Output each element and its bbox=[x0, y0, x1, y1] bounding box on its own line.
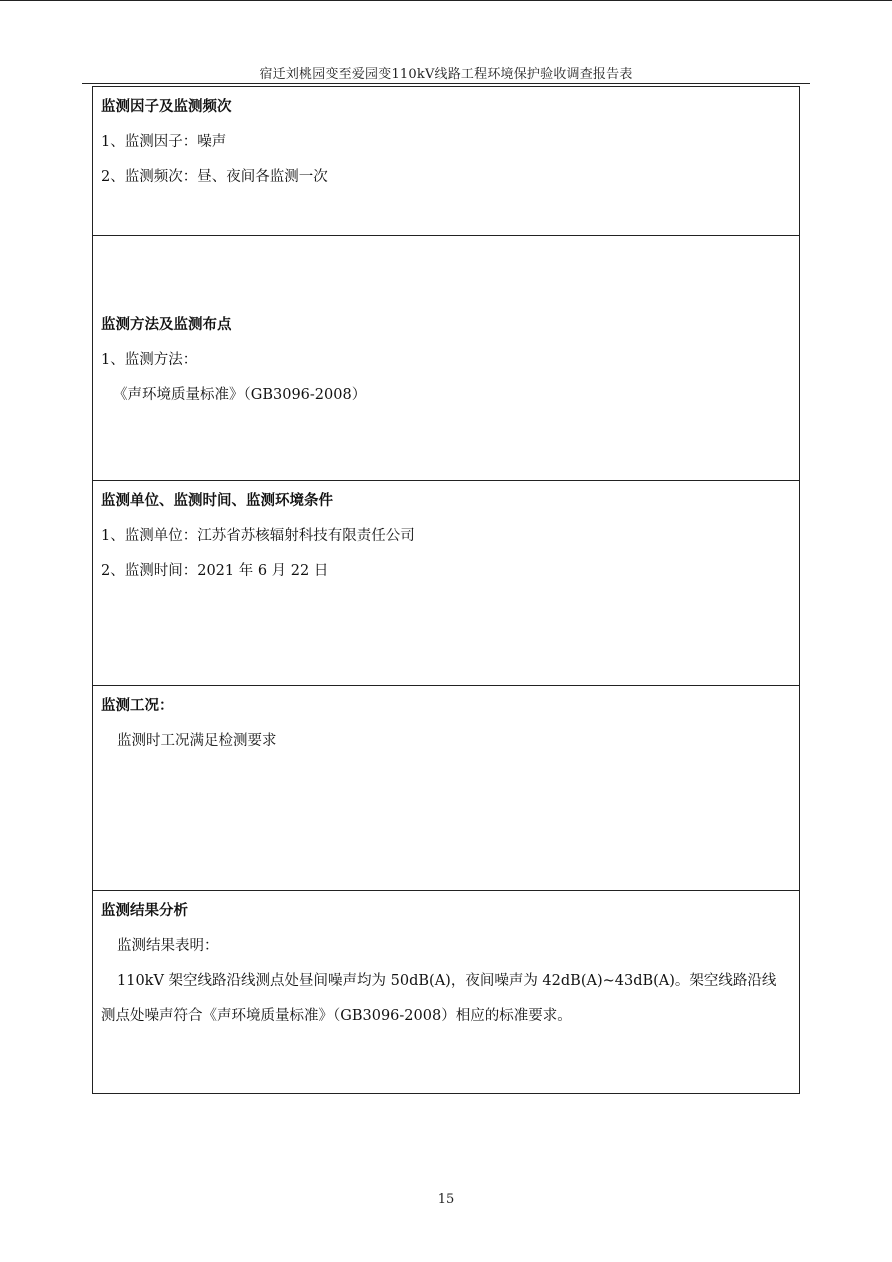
section-heading: 监测单位、监测时间、监测环境条件 bbox=[101, 492, 333, 509]
text-line: 1、监测方法： bbox=[101, 352, 198, 368]
text-line: 2、监测频次：昼、夜间各监测一次 bbox=[101, 169, 328, 185]
header-rule bbox=[82, 83, 810, 84]
document-header-title: 宿迁刘桃园变至爱园变110kV线路工程环境保护验收调查报告表 bbox=[259, 67, 633, 82]
section-heading: 监测工况： bbox=[101, 697, 174, 714]
text-line: 1、监测单位：江苏省苏核辐射科技有限责任公司 bbox=[101, 528, 415, 544]
section-working-conditions bbox=[93, 686, 799, 891]
section-results-analysis bbox=[93, 891, 799, 1095]
report-table bbox=[92, 86, 800, 1094]
section-heading: 监测方法及监测布点 bbox=[101, 316, 232, 333]
text-line: 测点处噪声符合《声环境质量标准》（GB3096-2008）相应的标准要求。 bbox=[101, 1008, 572, 1024]
top-border bbox=[0, 0, 892, 1]
text-line: 1、监测因子：噪声 bbox=[101, 134, 227, 150]
section-monitoring-method bbox=[93, 236, 799, 481]
section-heading: 监测结果分析 bbox=[101, 902, 188, 919]
text-line: 监测时工况满足检测要求 bbox=[117, 733, 277, 749]
section-monitoring-unit bbox=[93, 481, 799, 686]
section-monitoring-factors bbox=[93, 87, 799, 236]
text-line: 监测结果表明： bbox=[117, 938, 219, 954]
text-line: 2、监测时间：2021 年 6 月 22 日 bbox=[101, 563, 329, 579]
page-number: 15 bbox=[437, 1192, 455, 1207]
text-line: 《声环境质量标准》（GB3096-2008） bbox=[113, 387, 367, 403]
text-line: 110kV 架空线路沿线测点处昼间噪声均为 50dB(A)，夜间噪声为 42dB(A)~43dB(A)。架空线路沿线 bbox=[117, 973, 777, 989]
section-heading: 监测因子及监测频次 bbox=[101, 98, 232, 115]
